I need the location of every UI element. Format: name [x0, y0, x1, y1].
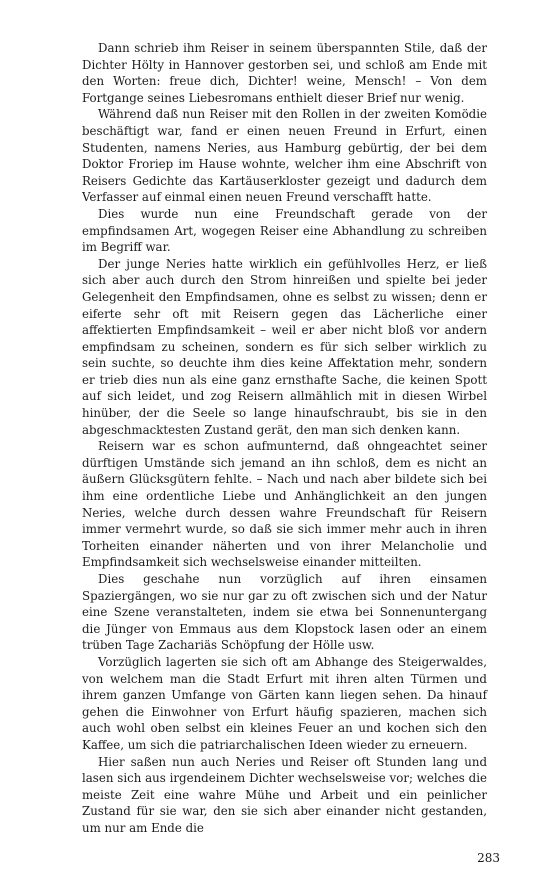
paragraph-7: Vorzüglich lagerten sie sich oft am Abhange des Steigerwaldes, von welchem man die Stadt Erfurt mit ihren alten Türmen und ihrem ganzen Umfange von Gärten kann liegen sehen. Da hinauf gehen die Einwohner von Erfurt häufig spazieren, machen sich auch wohl oben selbst ein kleines Feuer an und kochen sich den Kaffee, um sich die patriarchalischen Ideen wieder zu erneuern. — [82, 654, 487, 752]
paragraph-3: Dies wurde nun eine Freundschaft gerade von der empfindsamen Art, wogegen Reiser eine Abhandlung zu schreiben im Begriff war. — [82, 206, 487, 255]
paragraph-2: Während daß nun Reiser mit den Rollen in der zweiten Komödie beschäftigt war, fand er einen neuen Freund in Erfurt, einen Studenten, namens Neries, aus Hamburg gebürtig, der bei dem Doktor Froriep im Hause wohnte, welcher ihm eine Abschrift von Reisers Gedichte das Kartäuserkloster gezeigt und dadurch dem Verfasser auf einmal einen neuen Freund verschafft hatte. — [82, 107, 487, 205]
paragraph-6: Dies geschahe nun vorzüglich auf ihren einsamen Spaziergängen, wo sie nur gar zu oft zwischen sich und der Natur eine Szene veranstalteten, indem sie etwa bei Sonnenuntergang die Jünger von Emmaus aus dem Klopstock lasen oder an einem trüben Tage Zachariäs Schöpfung der Hölle usw. — [82, 572, 487, 653]
paragraph-4: Der junge Neries hatte wirklich ein gefühlvolles Herz, er ließ sich aber auch durch den Strom hinreißen und spielte bei jeder Gelegenheit den Empfindsamen, ohne es selbst zu wissen; denn er eiferte sehr oft mit Reisern gegen das Lächerliche einer affektierten Empfindsamkeit – weil er aber nicht bloß vor andern empfindsam zu scheinen, sondern es für sich selber wirklich zu sein suchte, so deuchte ihm dies keine Affektation mehr, sondern er trieb dies nun als eine ganz ernsthafte Sache, die keinen Spott auf sich leidet, und zog Reisern allmählich mit in diesen Wirbel hinüber, der die Seele so lange hinaufschraubt, bis sie in den abgeschmacktesten Zustand gerät, den man sich denken kann. — [82, 256, 487, 437]
paragraph-1: Dann schrieb ihm Reiser in seinem überspannten Stile, daß der Dichter Hölty in Hannover gestorben sei, und schloß am Ende mit den Worten: freue dich, Dichter! weine, Mensch! – Von dem Fortgange seines Liebesromans enthielt dieser Brief nur wenig. — [82, 41, 487, 105]
paragraph-5: Reisern war es schon aufmunternd, daß ohngeachtet seiner dürftigen Umstände sich jemand an ihn schloß, dem es nicht an äußern Glücksgütern fehlte. – Nach und nach aber bildete sich bei ihm eine ordentliche Liebe und Anhänglichkeit an den jungen Neries, welche durch dessen wahre Freundschaft für Reisern immer vermehrt wurde, so daß sie sich immer mehr auch in ihren Torheiten einander näherten und von ihrer Melancholie und Empfindsamkeit sich wechselsweise einander mitteilten. — [82, 439, 487, 570]
page-number: 283 — [477, 851, 500, 865]
page-body — [82, 40, 487, 837]
paragraph-8: Hier saßen nun auch Neries und Reiser oft Stunden lang und lasen sich aus irgendeinem Dichter wechselsweise vor; welches die meiste Zeit eine wahre Mühe und Arbeit und ein peinlicher Zustand für sie war, den sie sich aber einander nicht gestanden, um nur am Ende die — [82, 754, 487, 835]
